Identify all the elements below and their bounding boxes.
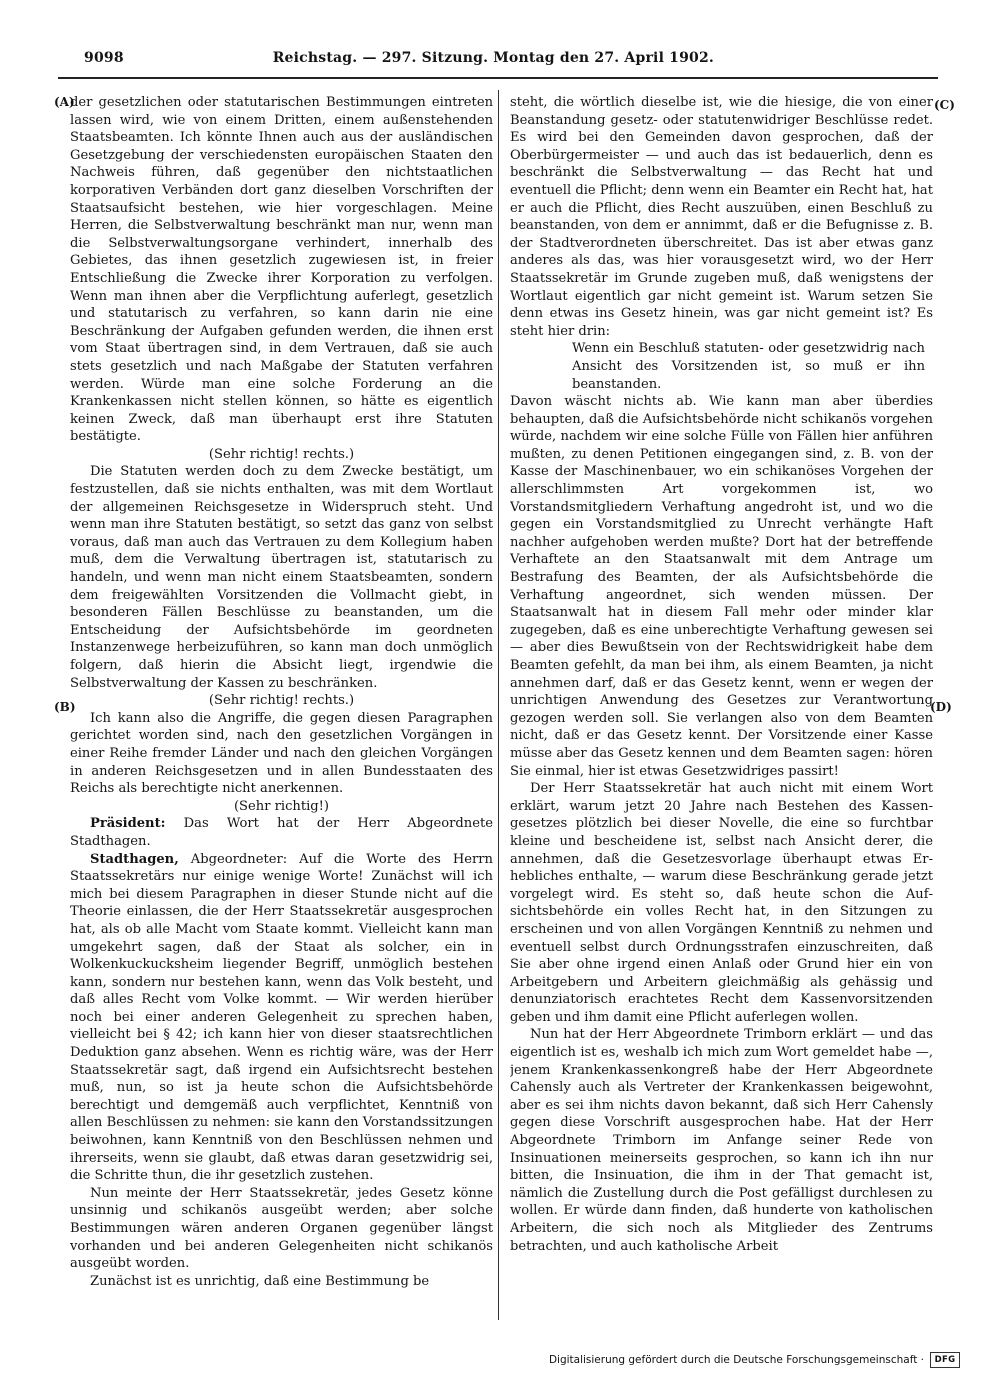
speech-text: Abgeordneter: Auf die Worte des Herrn Staatssekretärs nur einige wenige Worte! Zunächst will ich mich bei diesem Paragraphen in dieser Stunde nicht auf die Theorie einlassen, die der Herr Staatssekretär ausgesprochen hat, als ob alle Macht vom Staate kommt. Vielleicht kann man umgekehrt sagen, daß der Staat als solcher, ein in Wolkenkuckucksheim liegender Begriff, unmöglich bestehen kann, sondern nur bestehen kann, wenn das Volk besteht, und daß alles Recht vom Volke kommt. — Wir werden hierüber noch bei einer anderen Gelegenheit zu sprechen haben, vielleicht bei § 42; ich kann hier von dieser staatsrechtlichen Deduktion ganz absehen. Wenn es richtig wäre, was der Herr Staatssekretär sagt, daß irgend ein Aufsichtsrecht bestehen muß, nun, so ist ja heute schon die Aufsichtsbehörde berechtigt und demgemäß auch verpflichtet, Kenntniß von allen Beschlüssen zu nehmen: sie kann den Vorstandssitzungen beiwohnen, kann Kenntniß von den Beschlüssen nehmen und ihrerseits, wenn sie glaubt, daß etwas daran gesetzwidrig sei, die Schritte thun, die ihr gesetzlich zustehen. <box>70 851 493 1184</box>
paragraph: Zunächst ist es unrichtig, daß eine Bestimmung be <box>90 1273 430 1289</box>
header-rule <box>58 77 938 79</box>
paragraph: Davon wäscht nichts ab. Wie kann man aber überdies behaupten, daß die Aufsichtsbehörde nicht schikanös vorgehen würde, nachdem wir eine solche Fülle von Fällen hier anführen mußten, zu denen Petitionen eingegangen sind, z. B. von der Kasse der Maschinenbauer, wo ein schikanöses Vorgehen der allerschlimmsten Art vorgekommen ist, wo Vorstandsmitgliedern Verhaftung angedroht ist, und wo die gegen ein Vorstandsmitglied zu Unrecht verhängte Haft nachher aufgehoben werden mußte? Dort hat der betreffende Verhaftete an den Staatsanwalt mit dem Antrage um Bestrafung des Beamten, der als Aufsichtsbehörde die Verhaftung angeordnet, sich wenden müssen. Der Staatsanwalt hat in diesem Fall mehr oder minder klar zugegeben, daß es eine unberechtigte Verhaftung gewesen sei — aber dies Bewußtsein von der Rechtswidrigkeit habe dem Beamten gefehlt, da man bei ihm, als einem Beamten, ja nicht annehmen darf, daß er das Gesetz kennt, wenn er wegen der unrichtigen Anwendung des Gesetzes zur Verantwortung gezogen werden soll. Sie verlangen also von dem Beamten nicht, daß er das Gesetz kennt. Der Vorsitzende einer Kasse müsse aber das Gesetz kennen und dem Beamten sagen: hören Sie einmal, hier ist etwas Gesetzwidriges passirt! <box>510 394 933 779</box>
paragraph: der gesetzlichen oder statutarischen Bestimmungen eintreten lassen wird, wie von einem Dritten, einem außenstehenden Staatsbeamten. Ich könnte Ihnen auch aus der ausländischen Gesetzgebung der verschiedensten europäischen Staaten den Nachweis führen, daß gegenüber den nichtstaatlichen korporativen Verbänden dort ganz dieselben Vorschriften der Staatsaufsicht bestehen, wie hier vorgeschlagen. Meine Herren, die Selbstverwaltung beschränkt man nur, wenn man die Selbstverwaltungsorgane verhindert, innerhalb des Gebietes, das ihnen gesetzlich zugewiesen ist, in freier Entschließung die Zwecke ihrer Korporation zu verfolgen. Wenn man ihnen aber die Verpflichtung auferlegt, gesetzlich und statutarisch zu verfahren, so kann darin nie eine Beschränkung der Aufgaben gefunden werden, die ihnen erst vom Staat übertragen sind, in dem Vertrauen, daß sie auch stets gesetzlich und nach Maßgabe der Statuten verfahren werden. Würde man eine solche Forderung an die Krankenkassen nicht stellen können, so hätte es eigentlich keinen Zweck, daß man überhaupt erst ihre Statuten bestätigte. <box>70 95 493 445</box>
margin-marker-b: (B) <box>54 700 76 714</box>
interjection: (Sehr richtig! rechts.) <box>208 446 355 462</box>
quoted-provision: Wenn ein Beschluß statuten- oder gesetzwidrig nach Ansicht des Vorsitzenden ist, so muß er ihn beanstanden. <box>572 341 925 392</box>
dfg-logo-icon: DFG <box>930 1352 960 1368</box>
paragraph: Nun meinte der Herr Staatssekretär, jedes Gesetz könne unsinnig und schikanös ausgeübt werden; aber solche Bestimmungen wären anderen Organen gegenüber längst vorhanden und bei anderen Gelegenheiten nicht schikanös ausgeübt worden. <box>70 1185 493 1272</box>
column-divider <box>498 90 499 1320</box>
credit-text: Digitalisierung gefördert durch die Deutsche Forschungsgemeinschaft · <box>548 1354 924 1366</box>
speaker-paragraph <box>70 851 493 1185</box>
left-column <box>70 94 493 1304</box>
page-number: 9098 <box>84 50 124 66</box>
paragraph: Der Herr Staatssekretär hat auch nicht mit einem Wort erklärt, warum jetzt 20 Jahre nach Bestehen des Kassengesetzes plötzlich bei dieser Novelle, die eine so furchtbar kleine und bescheidene ist, selbst nach Ansicht derer, die annehmen, daß die Gesetzesvorlage überhaupt etwas Erhebliches enthalte, — warum diese Beschränkung gerade jetzt vorgelegt wird. Es steht so, daß heute schon die Aufsichtsbehörde ein volles Recht hat, in den Sitzungen zu erscheinen und von allen Vorgängen Kenntniß zu nehmen und eventuell selbst durch Ordnungsstrafen einzuschreiten, daß Sie aber ohne irgend einen Anlaß oder Grund hier ein von Arbeitgebern und Arbeitern gleichmäßig als gehässig und denunziatorisch erachtetes Recht dem Kassenvorsitzenden geben und ihm damit eine Pflicht auferlegen wollen. <box>510 781 933 1025</box>
speaker-name: Präsident: <box>90 816 166 832</box>
right-column <box>510 94 933 1304</box>
paragraph: Die Statuten werden doch zu dem Zwecke bestätigt, um festzustellen, daß sie nichts enthalten, was mit dem Wortlaut der allgemeinen Reichsgesetze in Widerspruch steht. Und wenn man ihre Statuten bestätigt, so setzt das ganz von selbst voraus, daß man auch das Vertrauen zu dem Kollegium haben muß, dem die Verwaltung übertragen ist, statutarisch zu handeln, und wenn man nicht einem Staatsbeamten, sondern dem freigewählten Vorsitzenden die Vollmacht giebt, in besonderen Fällen Beschlüsse zu beanstanden, um die Entscheidung der Aufsichtsbehörde im geordneten Instanzenwege herbeizuführen, so kann man doch unmöglich folgern, daß hierin die Absicht liegt, irgendwie die Selbstverwaltung der Kassen zu beschränken. <box>70 464 493 691</box>
margin-marker-d: (D) <box>930 700 952 714</box>
speaker-name: Stadthagen, <box>90 851 179 867</box>
speaker-paragraph <box>70 815 493 850</box>
interjection: (Sehr richtig! rechts.) <box>208 693 355 709</box>
paragraph: Nun hat der Herr Abgeordnete Trimborn erklärt — und das eigentlich ist es, weshalb ich mich zum Wort gemeldet habe —, jenem Krankenkassenkongreß habe der Herr Abgeordnete Cahensly auch als Vertreter der Krankenkassen beigewohnt, aber es sei ihm nichts davon bekannt, daß sich Herr Cahensly gegen diese Vorschrift ausgesprochen habe. Hat der Herr Abgeordnete Trimborn im Anfange seiner Rede von Insinuationen meinerseits gesprochen, so kann ich ihn nur bitten, die Insinuation, die ihm in der That gemacht ist, nämlich die Zustellung durch die Post gefälligst durchlesen zu wollen. Er würde dann finden, daß hunderte von katholischen Arbeitern, die sich noch als Mitglieder des Zentrums betrachten, und auch katholische Arbeit <box>510 1027 933 1254</box>
margin-marker-a: (A) <box>54 95 75 109</box>
page-header <box>84 50 714 70</box>
running-title: Reichstag. — 297. Sitzung. Montag den 27. April 1902. <box>272 50 714 66</box>
interjection: (Sehr richtig!) <box>233 798 330 814</box>
digitization-credit <box>549 1349 960 1371</box>
speech-text: Das Wort hat der Herr Abgeordnete Stadthagen. <box>70 816 493 849</box>
paragraph: Ich kann also die Angriffe, die gegen diesen Paragraphen gerichtet worden sind, nach den gesetzlichen Vorgängen in einer Reihe fremder Länder und nach den gleichen Vorgängen in anderen Reichsgesetzen und in allen Bundesstaaten des Reichs als berechtigte nicht anerkennen. <box>70 710 493 797</box>
paragraph: steht, die wörtlich dieselbe ist, wie die hiesige, die von einer Beanstandung gesetz- oder statutenwidriger Beschlüsse redet. Es wird bei den Gemeinden davon gesprochen, daß der Oberbürgermeister — und auch das ist bedauerlich, denn es beschränkt die Selbstverwaltung — das Recht hat und eventuell die Pflicht; denn wenn ein Beamter ein Recht hat, hat er auch die Pflicht, dies Recht auszuüben, einen Beschluß zu beanstanden, von dem er annimmt, daß er die Befugnisse z. B. der Stadtverordneten überschreitet. Das ist aber etwas ganz anderes als das, was hier vorausgesetzt wird, wo der Herr Staatssekretär im Grunde zugeben muß, daß wenigstens der Wortlaut eigentlich gar nicht gemeint ist. Warum setzen Sie denn etwas ins Gesetz hinein, was gar nicht gemeint ist? Es steht hier drin: <box>510 95 933 339</box>
margin-marker-c: (C) <box>934 98 955 112</box>
